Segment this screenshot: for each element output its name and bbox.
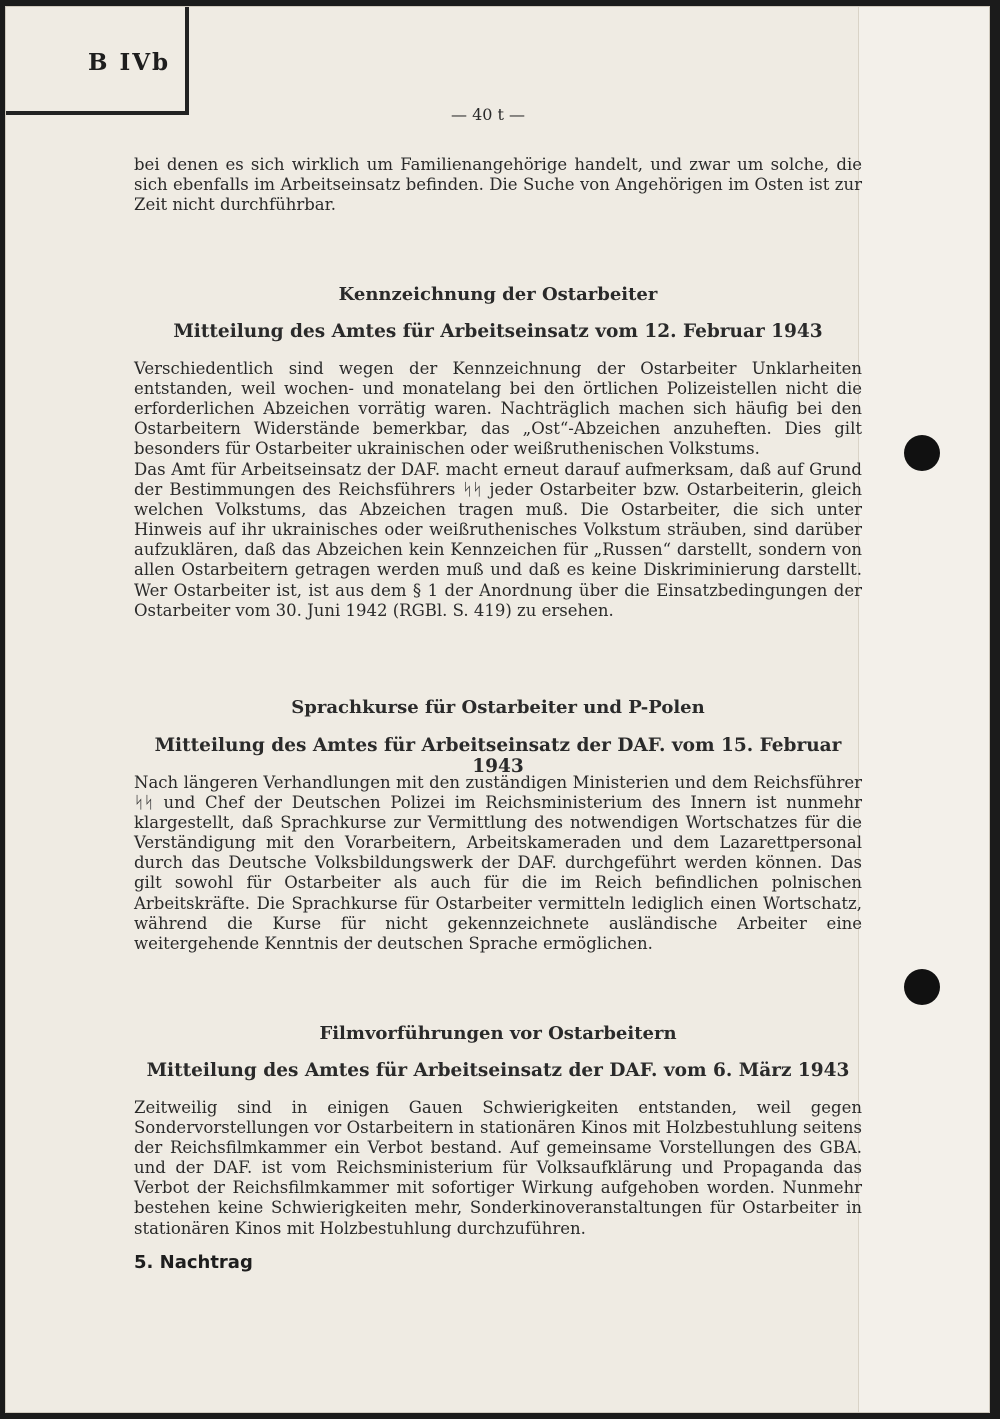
punch-hole-lower: [904, 969, 940, 1005]
section-1-paragraph-2: Das Amt für Arbeitseinsatz der DAF. macht erneut darauf aufmerksam, daß auf Grund der Bestimmungen des Reichsführers ᛋᛋ jeder Ostarbeiter bzw. Ostarbeiterin, gleich welchen Volkstums, das Abzeichen tragen muß. Die Ostarbeiter, die sich unter Hinweis auf ihr ukrainisches oder weißruthenisches Volkstum sträuben, sind darüber aufzuklären, daß das Abzeichen kein Kennzeichen für „Russen“ darstellt, sondern von allen Ostarbeitern getragen werden muß und daß es keine Diskriminierung darstellt. Wer Ostarbeiter ist, ist aus dem § 1 der Anordnung über die Einsatzbedingungen der Ostarbeiter vom 30. Juni 1942 (RGBl. S. 419) zu ersehen.: [134, 460, 862, 620]
document-page: [5, 6, 990, 1413]
page-edge-strip: [858, 7, 989, 1412]
register-tab: [6, 7, 189, 115]
section-3-subtitle: Mitteilung des Amtes für Arbeitseinsatz der DAF. vom 6. März 1943: [146, 1060, 850, 1081]
section-2-paragraph-1: Nach längeren Verhandlungen mit den zuständigen Ministerien und dem Reichsführer ᛋᛋ und Chef der Deutschen Polizei im Reichsministerium des Innern ist nunmehr klargestellt, daß Sprachkurse zur Vermittlung des notwendigen Wortschatzes für die Verständigung mit den Vorarbeitern, Arbeitskameraden und dem Lazarettpersonal durch das Deutsche Volksbildungswerk der DAF. durchgeführt werden können. Das gilt sowohl für Ostarbeiter als auch für die im Reich befindlichen polnischen Arbeitskräfte. Die Sprachkurse für Ostarbeiter vermitteln lediglich einen Wortschatz, während die Kurse für nicht gekennzeichnete ausländische Arbeiter eine weitergehende Kenntnis der deutschen Sprache ermöglichen.: [134, 773, 862, 953]
section-1-title: Kennzeichnung der Ostarbeiter: [338, 284, 658, 305]
register-tab-label: B IVb: [88, 49, 171, 76]
section-1-paragraph-1: Verschiedentlich sind wegen der Kennzeichnung der Ostarbeiter Unklarheiten entstanden, weil wochen- und monatelang bei den örtlichen Polizeistellen nicht die erforderlichen Abzeichen vorrätig waren. Nachträglich machen sich häufig bei den Ostarbeitern Widerstände bemerkbar, das „Ost“-Abzeichen anzuheften. Dies gilt besonders für Ostarbeiter ukrainischen oder weißruthenischen Volkstums.: [134, 359, 862, 459]
supplement-note: 5. Nachtrag: [134, 1252, 253, 1273]
intro-paragraph: bei denen es sich wirklich um Familienangehörige handelt, und zwar um solche, die sich ebenfalls im Arbeitseinsatz befinden. Die Suche von Angehörigen im Osten ist zur Zeit nicht durchführbar.: [134, 155, 862, 215]
section-2-subtitle: Mitteilung des Amtes für Arbeitseinsatz der DAF. vom 15. Februar 1943: [154, 735, 842, 777]
section-1-subtitle: Mitteilung des Amtes für Arbeitseinsatz vom 12. Februar 1943: [173, 321, 823, 342]
page-number: — 40 t —: [451, 105, 526, 124]
section-2-title: Sprachkurse für Ostarbeiter und P-Polen: [291, 697, 705, 718]
section-3-paragraph-1: Zeitweilig sind in einigen Gauen Schwierigkeiten entstanden, weil gegen Sondervorstellungen vor Ostarbeitern in stationären Kinos mit Holzbestuhlung seitens der Reichsfilmkammer ein Verbot bestand. Auf gemeinsame Vorstellungen des GBA. und der DAF. ist vom Reichsministerium für Volksaufklärung und Propaganda das Verbot der Reichsfilmkammer mit sofortiger Wirkung aufgehoben worden. Nunmehr bestehen keine Schwierigkeiten mehr, Sonderkinoveranstaltungen für Ostarbeiter in stationären Kinos mit Holzbestuhlung durchzuführen.: [134, 1098, 862, 1238]
punch-hole-upper: [904, 435, 940, 471]
section-3-title: Filmvorführungen vor Ostarbeitern: [319, 1023, 677, 1044]
